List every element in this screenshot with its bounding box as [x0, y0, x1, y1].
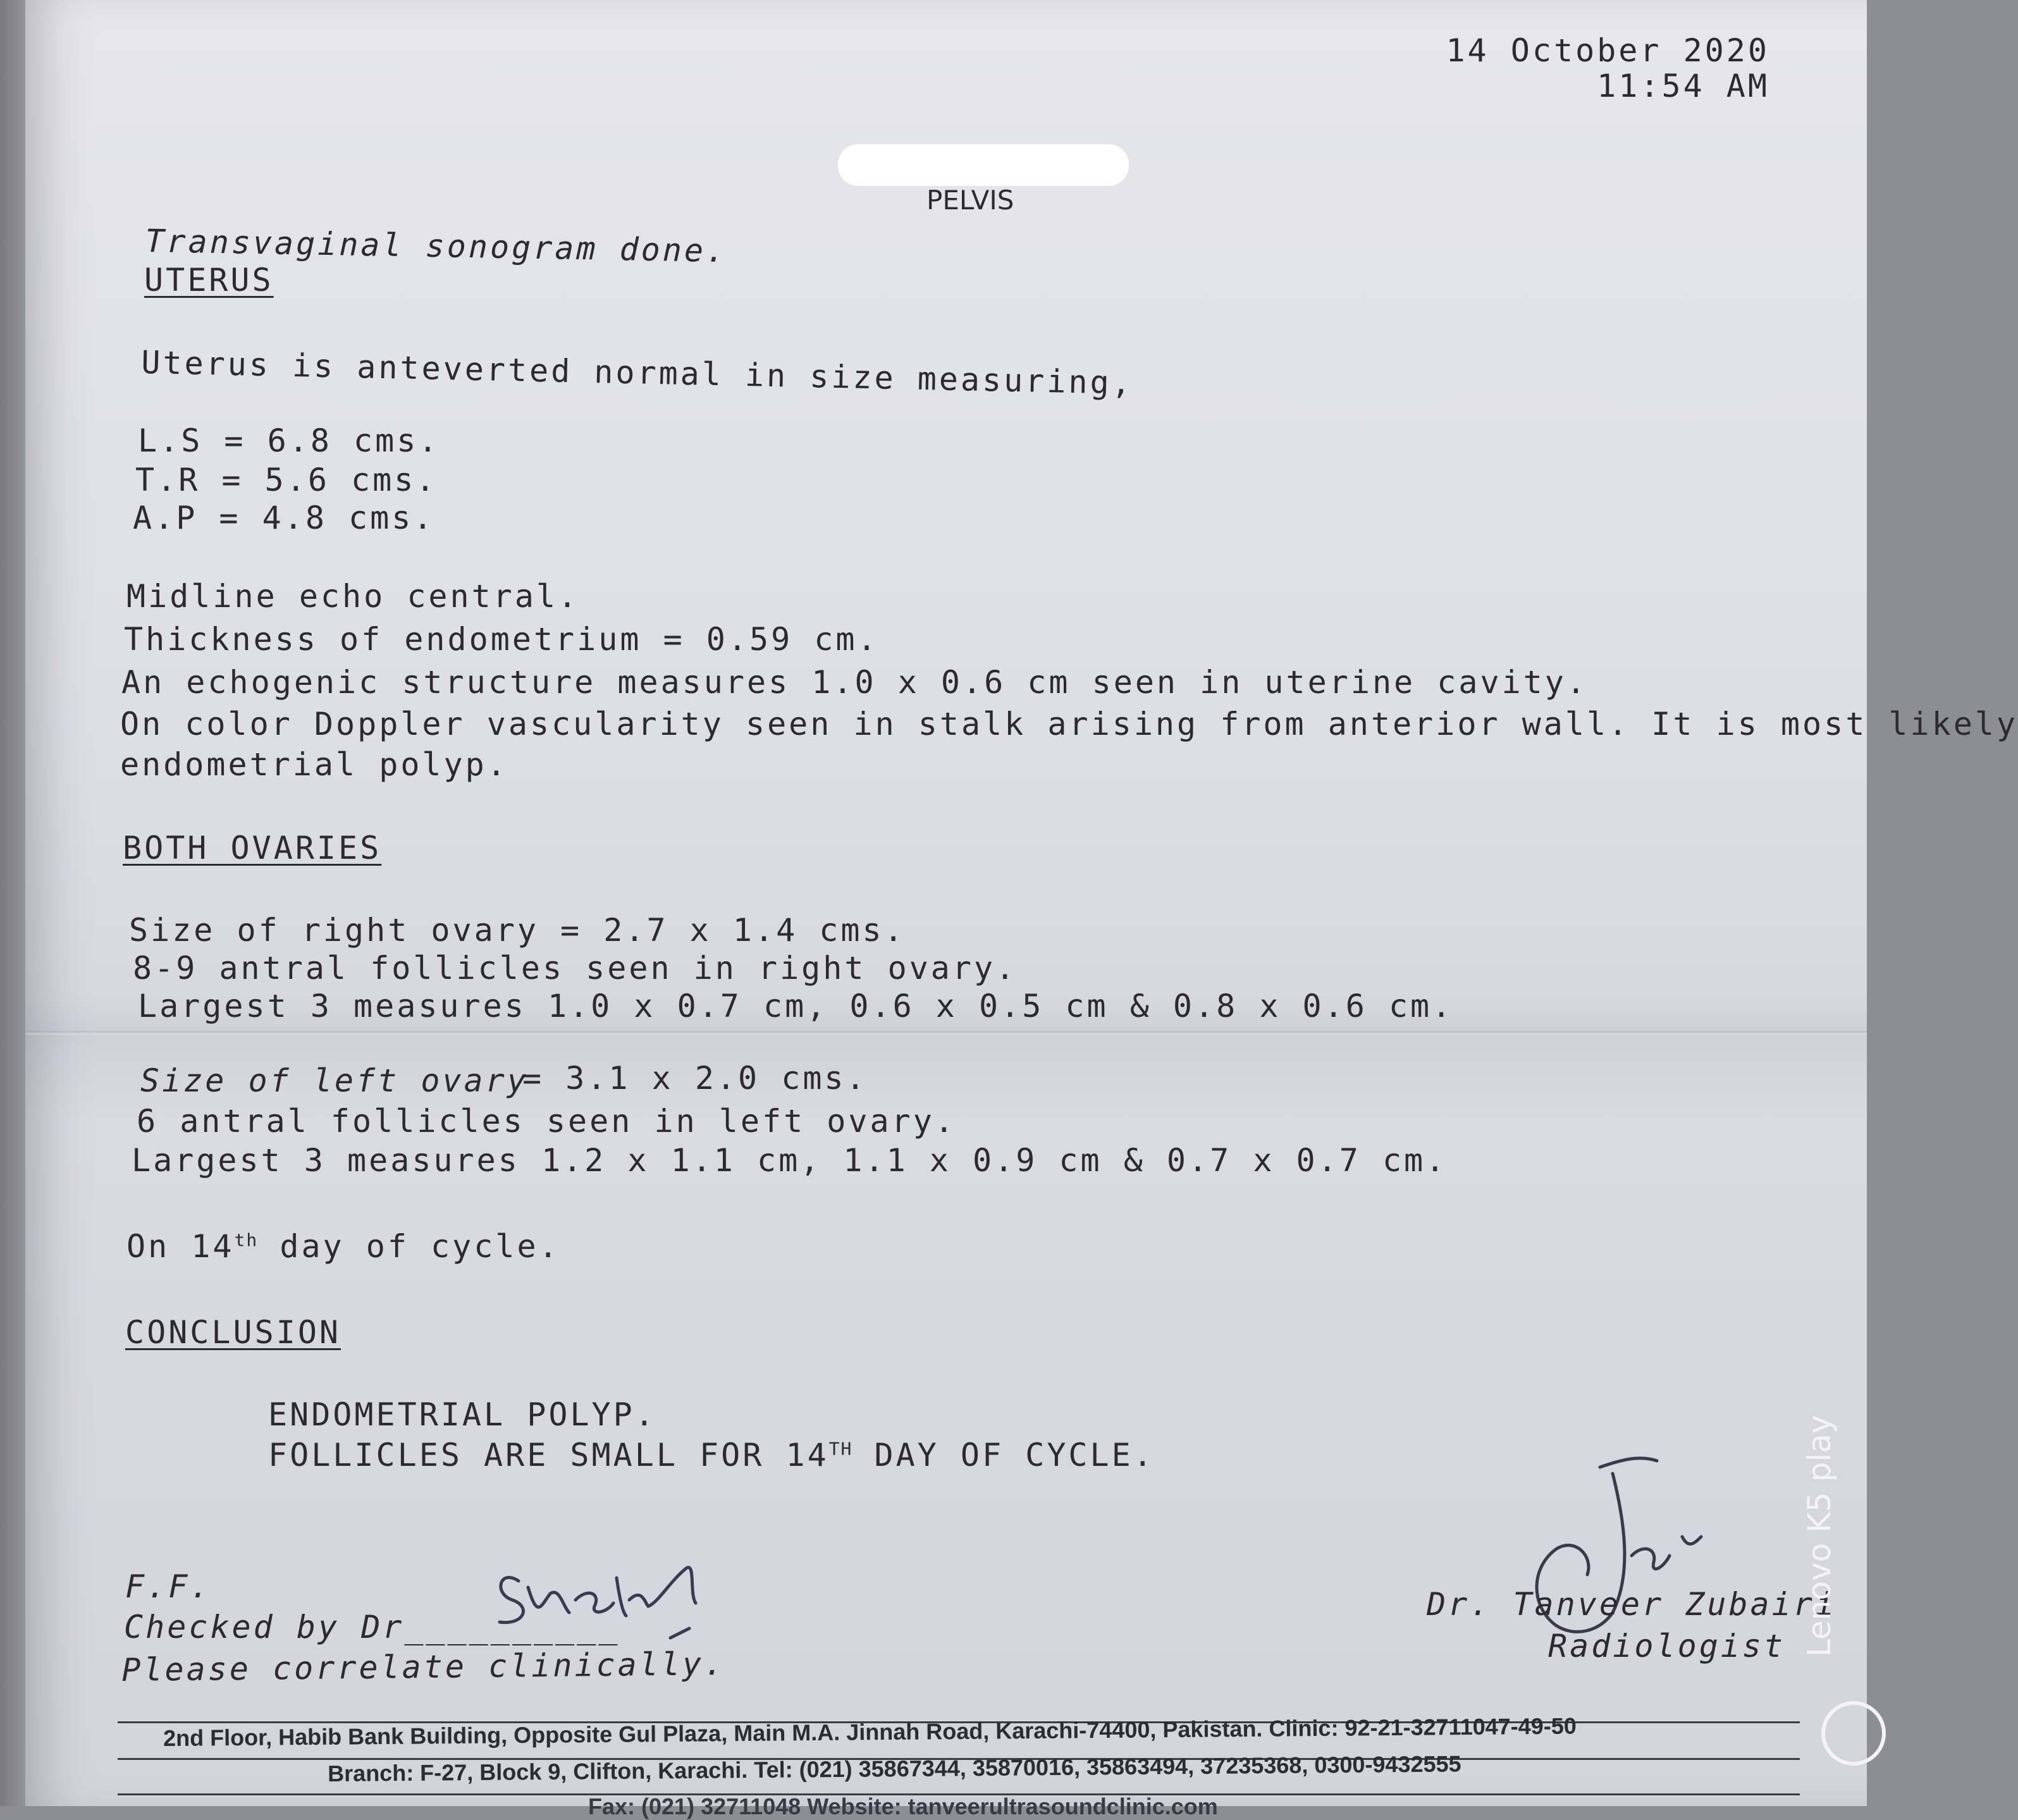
left-ovary-size-label: Size of left ovary: [140, 1062, 529, 1099]
checked-by: Checked by Dr__________: [124, 1609, 620, 1645]
report-date: 14 October 2020: [1446, 32, 1769, 69]
section-title: PELVIS: [926, 185, 1014, 216]
measurement-ap: A.P = 4.8 cms.: [133, 500, 435, 536]
measurement-ls: L.S = 6.8 cms.: [138, 422, 440, 459]
footer-branch: Branch: F-27, Block 9, Clifton, Karachi. Tel: (021) 35867344, 35870016, 35863494, 37235368, 0300-9432555: [328, 1750, 1461, 1786]
camera-watermark: Lenovo K5 play: [1801, 1415, 1838, 1657]
report-time: 11:54 AM: [1597, 68, 1769, 104]
camera-watermark-icon: [1821, 1701, 1886, 1766]
redacted-patient-name: [838, 144, 1129, 186]
left-ovary-largest: Largest 3 measures 1.2 x 1.1 cm, 1.1 x 0.9 cm & 0.7 x 0.7 cm.: [132, 1142, 1448, 1179]
intro-text: Transvaginal sonogram done.: [144, 223, 728, 270]
cycle-day-suffix: day of cycle.: [280, 1228, 560, 1265]
finding-endometrium: Thickness of endometrium = 0.59 cm.: [124, 621, 879, 658]
report-datetime: [1446, 33, 1769, 104]
cycle-day: [126, 1228, 560, 1265]
finding-midline: Midline echo central.: [126, 578, 580, 615]
radiologist-name: Dr. Tanveer Zubairi: [1427, 1586, 1837, 1623]
left-ovary-follicles: 6 antral follicles seen in left ovary.: [137, 1103, 956, 1140]
conclusion-line-1: ENDOMETRIAL POLYP.: [268, 1396, 656, 1433]
cycle-day-sup: th: [234, 1229, 259, 1251]
radiologist-title: Radiologist: [1548, 1628, 1786, 1664]
left-ovary-size-value: = 3.1 x 2.0 cms.: [522, 1060, 868, 1097]
uterus-heading: UTERUS: [144, 262, 274, 298]
right-ovary-follicles: 8-9 antral follicles seen in right ovary.: [133, 950, 1018, 987]
ovaries-heading: BOTH OVARIES: [123, 830, 382, 866]
finding-echogenic: An echogenic structure measures 1.0 x 0.6 cm seen in uterine cavity.: [121, 664, 1588, 701]
measurement-tr: T.R = 5.6 cms.: [135, 462, 438, 498]
paper-fold: [25, 1031, 1867, 1035]
uterus-summary: Uterus is anteverted normal in size measuring,: [140, 344, 1134, 402]
ff-note: F.F.: [125, 1568, 212, 1605]
conclusion-line-2-sup: TH: [828, 1438, 853, 1460]
footer-address: 2nd Floor, Habib Bank Building, Opposite Gul Plaza, Main M.A. Jinnah Road, Karachi-74400, Pakistan. Clinic: 92-21-32711047-49-50: [163, 1712, 1577, 1751]
finding-polyp: endometrial polyp.: [120, 746, 508, 783]
finding-doppler: On color Doppler vascularity seen in stalk arising from anterior wall. It is most likely: [120, 706, 2018, 742]
right-ovary-largest: Largest 3 measures 1.0 x 0.7 cm, 0.6 x 0.5 cm & 0.8 x 0.6 cm.: [138, 988, 1454, 1024]
conclusion-line-2-suffix: DAY OF CYCLE.: [874, 1437, 1155, 1473]
checked-by-signature: [481, 1543, 746, 1644]
conclusion-line-2-prefix: FOLLICLES ARE SMALL FOR 14: [268, 1437, 829, 1473]
cycle-day-prefix: On 14: [126, 1228, 235, 1265]
correlate-note: Please correlate clinically.: [121, 1645, 726, 1688]
conclusion-line-2: [268, 1437, 1155, 1473]
right-ovary-size: Size of right ovary = 2.7 x 1.4 cms.: [129, 912, 906, 949]
conclusion-heading: CONCLUSION: [125, 1314, 341, 1351]
footer-partial-line: Fax: (021) 32711048 Website: tanveerultrasoundclinic.com: [588, 1793, 1218, 1819]
